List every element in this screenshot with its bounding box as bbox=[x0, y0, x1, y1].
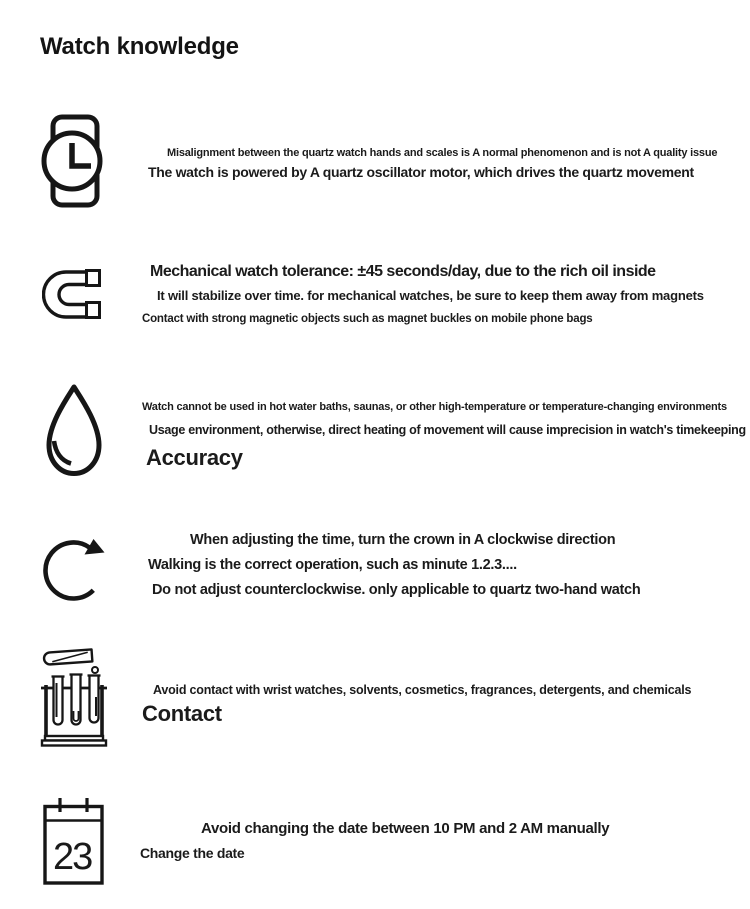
page-title: Watch knowledge bbox=[40, 33, 239, 60]
clockwise-arrow-icon bbox=[43, 531, 113, 607]
wristwatch-icon bbox=[40, 114, 106, 208]
quartz-note-main: The watch is powered by A quartz oscillator motor, which drives the quartz movement bbox=[148, 164, 694, 180]
calendar-day-number: 23 bbox=[53, 836, 92, 878]
magnet-note-small: Contact with strong magnetic objects such as magnet buckles on mobile phone bags bbox=[142, 313, 593, 325]
temperature-note-main: Usage environment, otherwise, direct heating of movement will cause imprecision in watch's timekeeping bbox=[149, 423, 746, 437]
date-change-warning: Avoid changing the date between 10 PM and 2 AM manually bbox=[201, 820, 610, 837]
change-date-label: Change the date bbox=[140, 845, 245, 861]
magnet-icon bbox=[42, 269, 102, 324]
quartz-note-small: Misalignment between the quartz watch hands and scales is A normal phenomenon and is not A quality issue bbox=[167, 147, 718, 159]
calendar-icon bbox=[42, 797, 105, 886]
accuracy-heading: Accuracy bbox=[146, 445, 243, 470]
counterclockwise-warning: Do not adjust counterclockwise. only applicable to quartz two-hand watch bbox=[152, 582, 641, 598]
magnet-note-main: It will stabilize over time. for mechanical watches, be sure to keep them away from magnets bbox=[157, 288, 704, 303]
temperature-note-small: Watch cannot be used in hot water baths, saunas, or other high-temperature or temperature-changing environments bbox=[142, 401, 727, 413]
crown-clockwise-note: When adjusting the time, turn the crown in A clockwise direction bbox=[190, 532, 616, 548]
chemicals-note: Avoid contact with wrist watches, solvents, cosmetics, fragrances, detergents, and chemicals bbox=[153, 683, 692, 697]
magnet-tolerance-heading: Mechanical watch tolerance: ±45 seconds/day, due to the rich oil inside bbox=[150, 263, 656, 280]
water-drop-icon bbox=[40, 382, 108, 480]
contact-heading: Contact bbox=[142, 701, 222, 726]
walking-operation-note: Walking is the correct operation, such as minute 1.2.3.... bbox=[148, 557, 517, 573]
test-tubes-icon bbox=[36, 643, 112, 747]
